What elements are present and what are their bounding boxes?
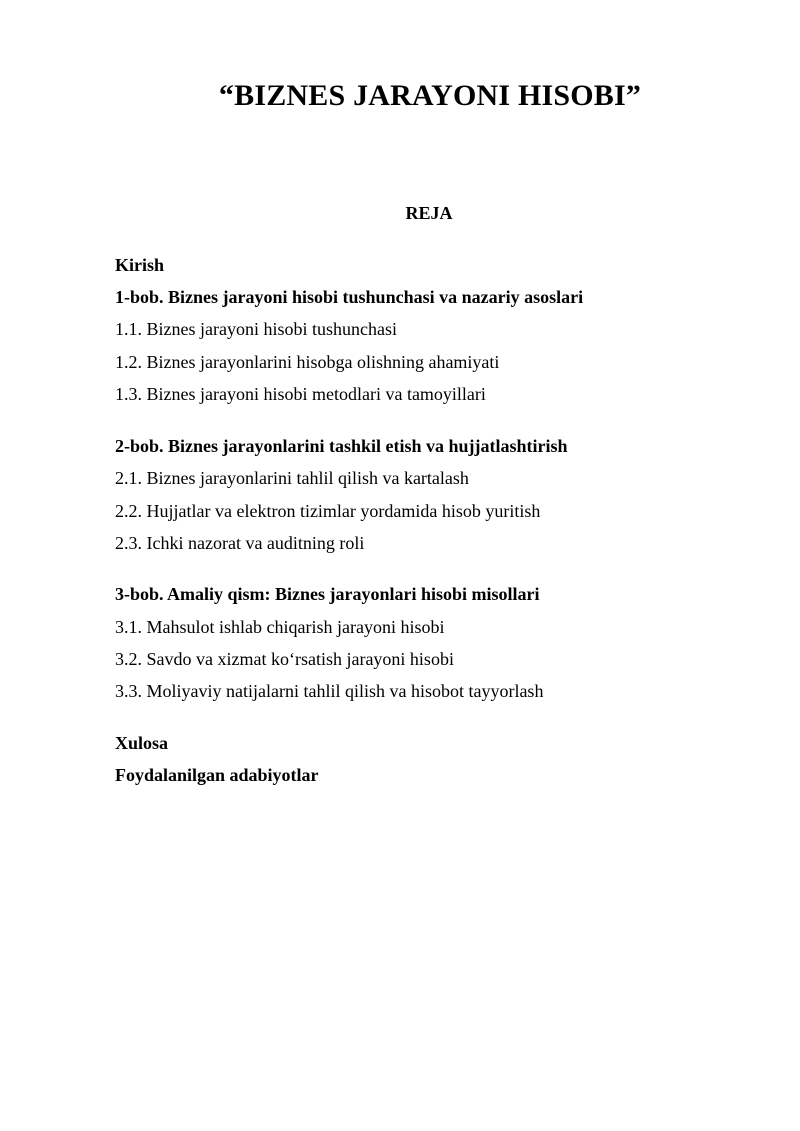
toc-intro: Kirish: [115, 255, 165, 275]
toc-chapter-1-title: 1-bob. Biznes jarayoni hisobi tushunchasi va nazariy asoslari: [115, 287, 584, 307]
toc-section-1-1: 1.1. Biznes jarayoni hisobi tushunchasi: [115, 319, 397, 339]
toc-section-2-1: 2.1. Biznes jarayonlarini tahlil qilish va kartalash: [115, 468, 469, 488]
toc-section-3-1: 3.1. Mahsulot ishlab chiqarish jarayoni hisobi: [115, 617, 445, 637]
toc-chapter-2-title: 2-bob. Biznes jarayonlarini tashkil etish va hujjatlashtirish: [115, 436, 568, 456]
toc-section-2-3: 2.3. Ichki nazorat va auditning roli: [115, 533, 365, 553]
toc-section-1-2: 1.2. Biznes jarayonlarini hisobga olishning ahamiyati: [115, 352, 500, 372]
toc-chapter-3-title: 3-bob. Amaliy qism: Biznes jarayonlari hisobi misollari: [115, 584, 540, 604]
toc-section-1-3: 1.3. Biznes jarayoni hisobi metodlari va tamoyillari: [115, 384, 486, 404]
page-title: “BIZNES JARAYONI HISOBI”: [218, 79, 642, 112]
toc-conclusion: Xulosa: [115, 733, 169, 753]
toc-section-3-3: 3.3. Moliyaviy natijalarni tahlil qilish va hisobot tayyorlash: [115, 681, 544, 701]
toc-section-2-2: 2.2. Hujjatlar va elektron tizimlar yordamida hisob yuritish: [115, 501, 541, 521]
toc-references: Foydalanilgan adabiyotlar: [115, 765, 319, 785]
toc-section-3-2: 3.2. Savdo va xizmat ko‘rsatish jarayoni hisobi: [115, 649, 454, 669]
plan-heading: REJA: [405, 203, 453, 223]
